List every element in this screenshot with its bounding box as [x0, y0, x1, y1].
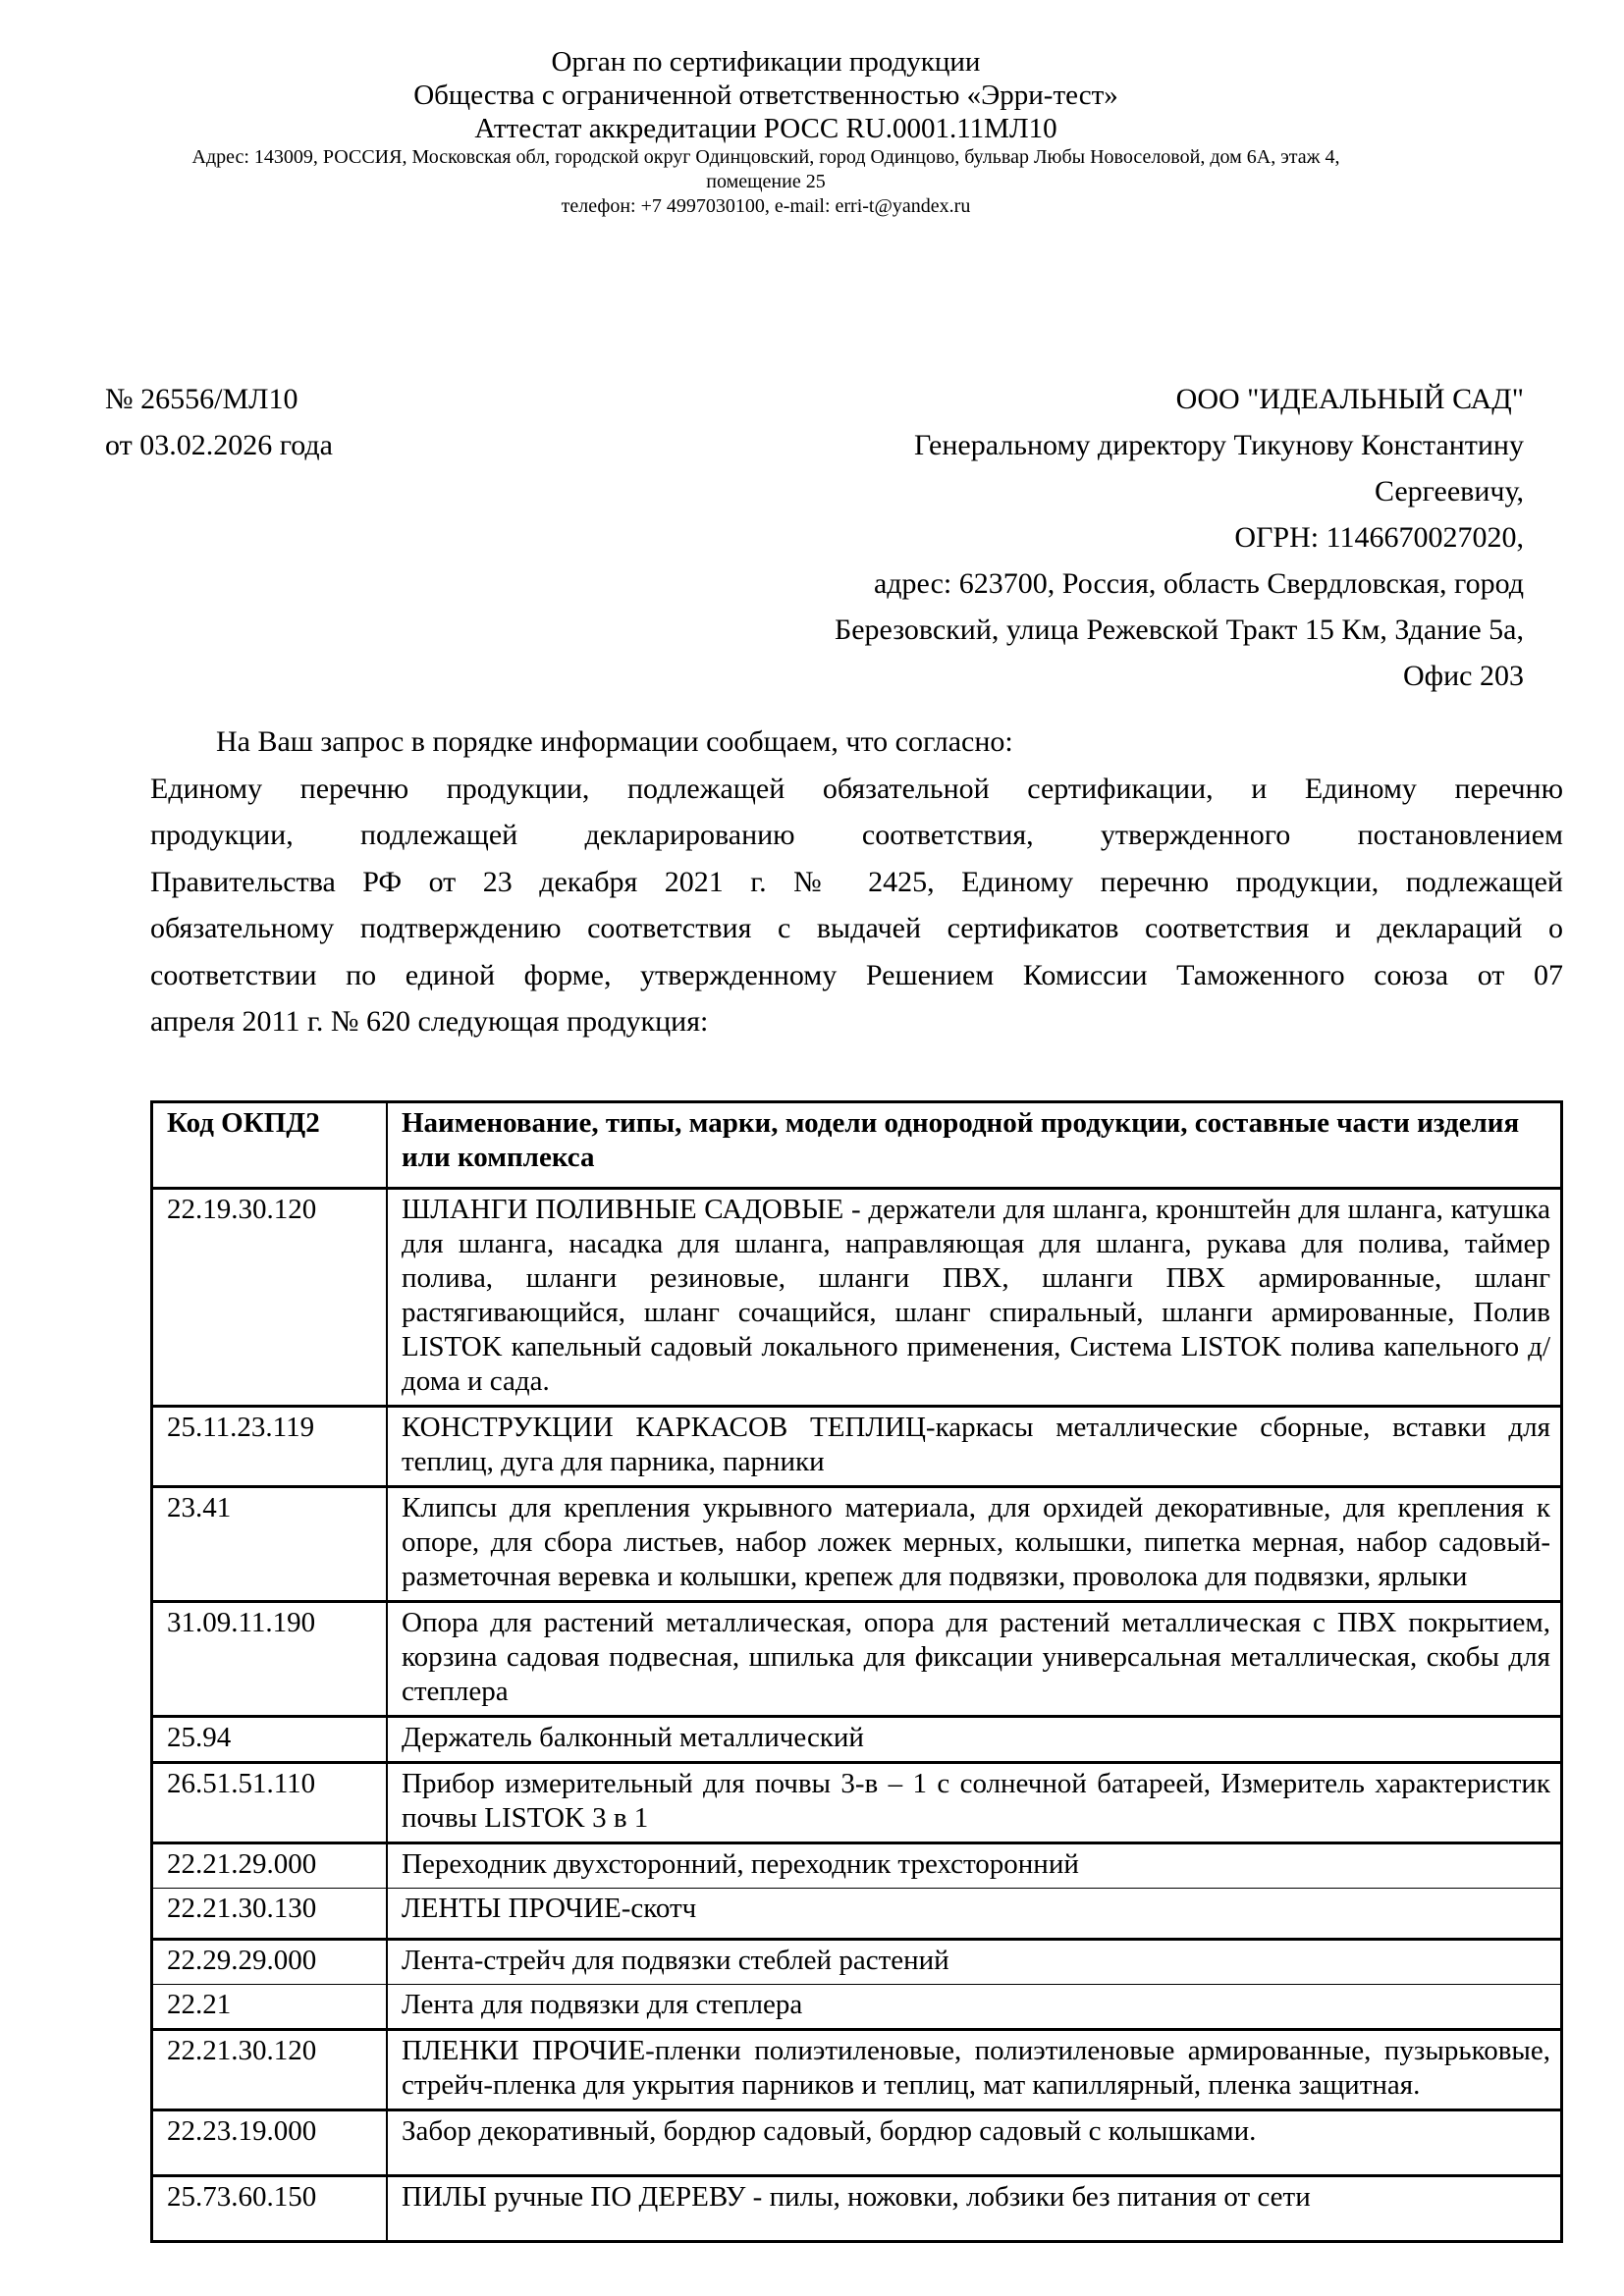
okpd2-code-cell: 25.11.23.119 [152, 1406, 388, 1486]
body-intro-line: На Ваш запрос в порядке информации сообщаем, что согласно: [216, 725, 1013, 758]
table-header-row [152, 1101, 1562, 1188]
okpd2-code-cell: 31.09.11.190 [152, 1601, 388, 1716]
recipient-address-line: Березовский, улица Режевской Тракт 15 Км, Здание 5а, [834, 614, 1524, 646]
body-paragraph-line: апреля 2011 г. № 620 следующая продукция: [150, 1005, 709, 1038]
description-cell: Лента для подвязки для степлера [387, 1984, 1562, 2029]
products-table [150, 1100, 1563, 2243]
letterhead-address-line1: Адрес: 143009, РОССИЯ, Московская обл, городской округ Одинцовский, город Одинцово, бульвар Любы Новоселовой, дом 6А, этаж 4, [191, 146, 1340, 168]
body-paragraph-line: обязательному подтверждению соответствия с выдачей сертификатов соответствия и деклараций о [150, 912, 1563, 944]
body-paragraph-line: Единому перечню продукции, подлежащей обязательной сертификации, и Единому перечню [150, 772, 1563, 805]
letter-body [150, 719, 1563, 1045]
products-table-body [152, 1188, 1562, 2241]
letterhead-contact: телефон: +7 4997030100, e-mail: erri-t@yandex.ru [561, 195, 971, 217]
table-row [152, 1888, 1562, 1939]
letterhead [150, 45, 1381, 219]
table-row [152, 2029, 1562, 2109]
letter-date: от 03.02.2026 года [105, 429, 333, 461]
okpd2-code-cell: 25.73.60.150 [152, 2175, 388, 2241]
recipient-ogrn: ОГРН: 1146670027020, [1234, 521, 1524, 554]
letter-number: № 26556/МЛ10 [105, 383, 298, 415]
products-table-head [152, 1101, 1562, 1188]
okpd2-code-cell: 23.41 [152, 1486, 388, 1601]
letterhead-org-line1: Орган по сертификации продукции [551, 46, 981, 78]
recipient-line: Сергеевичу, [1374, 475, 1524, 507]
letterhead-accreditation: Аттестат аккредитации РОСС RU.0001.11МЛ10 [474, 113, 1057, 144]
okpd2-code-cell: 22.21.30.130 [152, 1888, 388, 1939]
okpd2-code-cell: 22.21 [152, 1984, 388, 2029]
okpd2-code-cell: 25.94 [152, 1716, 388, 1762]
description-cell: Забор декоративный, бордюр садовый, бордюр садовый с колышками. [387, 2109, 1562, 2175]
recipient-block [835, 376, 1524, 699]
description-cell: Переходник двухсторонний, переходник трехсторонний [387, 1842, 1562, 1888]
description-cell: Опора для растений металлическая, опора для растений металлическая с ПВХ покрытием, корзина садовая подвесная, шпилька для фиксации универсальная металлическая, скобы для степлера [387, 1601, 1562, 1716]
table-row [152, 1188, 1562, 1406]
table-row [152, 1716, 1562, 1762]
description-cell: ПЛЕНКИ ПРОЧИЕ-пленки полиэтиленовые, полиэтиленовые армированные, пузырьковые, стрейч-пленка для укрытия парников и теплиц, мат капиллярный, пленка защитная. [387, 2029, 1562, 2109]
recipient-line: Генеральному директору Тикунову Константину [913, 429, 1524, 461]
okpd2-code-cell: 22.19.30.120 [152, 1188, 388, 1406]
okpd2-code-cell: 22.29.29.000 [152, 1939, 388, 1984]
body-paragraph-line: соответствии по единой форме, утвержденному Решением Комиссии Таможенного союза от 07 [150, 958, 1563, 991]
okpd2-code-cell: 26.51.51.110 [152, 1762, 388, 1842]
recipient-company: ООО "ИДЕАЛЬНЫЙ САД" [1175, 383, 1524, 415]
table-row [152, 1842, 1562, 1888]
table-row [152, 1486, 1562, 1601]
description-cell: ПИЛЫ ручные ПО ДЕРЕВУ - пилы, ножовки, лобзики без питания от сети [387, 2175, 1562, 2241]
table-row [152, 1406, 1562, 1486]
okpd2-code-cell: 22.23.19.000 [152, 2109, 388, 2175]
body-paragraph-line: Правительства РФ от 23 декабря 2021 г. № 2425, Единому перечню продукции, подлежащей [150, 865, 1563, 898]
column-header-description: Наименование, типы, марки, модели однородной продукции, составные части изделия или комплекса [387, 1101, 1562, 1188]
body-paragraph-line: продукции, подлежащей декларированию соответствия, утвержденного постановлением [150, 819, 1563, 851]
table-row [152, 2109, 1562, 2175]
description-cell: ШЛАНГИ ПОЛИВНЫЕ САДОВЫЕ - держатели для шланга, кронштейн для шланга, катушка для шланга, насадка для шланга, направляющая для шланга, рукава для полива, таймер полива, шланги резиновые, шланги ПВХ, шланги ПВХ армированные, шланг растягивающийся, шланг сочащийся, шланг спиральный, шланги армированные, Полив LISTOK капельный садовый локального применения, Система LISTOK полива капельного д/дома и сада. [387, 1188, 1562, 1406]
description-cell: Прибор измерительный для почвы 3-в – 1 с солнечной батареей, Измеритель характеристик почвы LISTOK 3 в 1 [387, 1762, 1562, 1842]
letterhead-org-line2: Общества с ограниченной ответственностью «Эрри-тест» [413, 80, 1118, 111]
description-cell: КОНСТРУКЦИИ КАРКАСОВ ТЕПЛИЦ-каркасы металлические сборные, вставки для теплиц, дуга для парника, парники [387, 1406, 1562, 1486]
okpd2-code-cell: 22.21.30.120 [152, 2029, 388, 2109]
table-row [152, 1939, 1562, 1984]
description-cell: Держатель балконный металлический [387, 1716, 1562, 1762]
reference-block [105, 376, 333, 699]
table-row [152, 2175, 1562, 2241]
table-row [152, 1984, 1562, 2029]
letterhead-address-line2: помещение 25 [706, 171, 826, 192]
table-row [152, 1762, 1562, 1842]
recipient-office: Офис 203 [1403, 660, 1524, 692]
column-header-okpd2: Код ОКПД2 [152, 1101, 388, 1188]
description-cell: Клипсы для крепления укрывного материала, для орхидей декоративные, для крепления к опоре, для сбора листьев, набор ложек мерных, колышки, пипетка мерная, набор садовый-разметочная веревка и колышки, крепеж для подвязки, проволока для подвязки, ярлыки [387, 1486, 1562, 1601]
description-cell: Лента-стрейч для подвязки стеблей растений [387, 1939, 1562, 1984]
table-row [152, 1601, 1562, 1716]
recipient-address-line: адрес: 623700, Россия, область Свердловская, город [873, 567, 1524, 600]
description-cell: ЛЕНТЫ ПРОЧИЕ-скотч [387, 1888, 1562, 1939]
reference-and-recipient-row [105, 376, 1563, 699]
okpd2-code-cell: 22.21.29.000 [152, 1842, 388, 1888]
